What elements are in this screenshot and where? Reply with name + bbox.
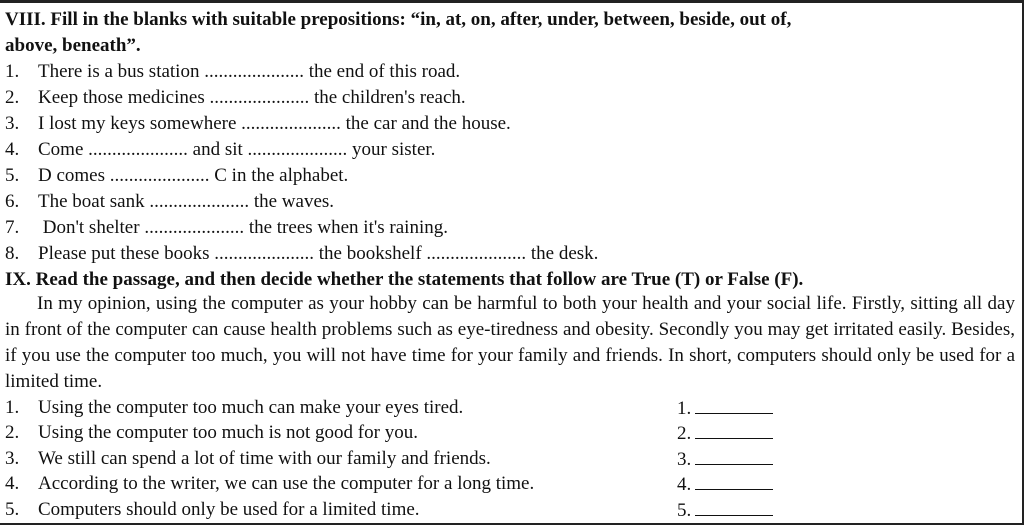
statement-row — [5, 446, 491, 472]
answer-number: 1. — [677, 398, 692, 419]
answer-blank[interactable] — [695, 395, 773, 414]
statement-number: 2. — [5, 422, 20, 443]
section8-item — [5, 137, 435, 163]
statement-number: 1. — [5, 397, 20, 418]
answer-number: 4. — [677, 474, 692, 495]
answer-blank[interactable] — [695, 471, 773, 490]
section8-item — [5, 85, 466, 111]
statement-number: 4. — [5, 473, 20, 494]
statement-text: According to the writer, we can use the computer for a long time. — [38, 473, 535, 494]
statement-row — [5, 395, 463, 421]
item-text: Come ..................... and sit ..................... your sister. — [38, 139, 436, 160]
answer-slot — [677, 497, 773, 524]
item-text: Don't shelter ..................... the trees when it's raining. — [38, 217, 448, 238]
answer-number: 5. — [677, 500, 692, 521]
item-text: Please put these books ..................... the bookshelf ..................... the desk. — [38, 243, 599, 264]
statement-number: 5. — [5, 499, 20, 520]
item-text: I lost my keys somewhere ..................... the car and the house. — [38, 113, 511, 134]
item-number: 6. — [5, 191, 20, 212]
statement-row — [5, 497, 420, 523]
item-number: 1. — [5, 61, 20, 82]
answer-blank[interactable] — [695, 420, 773, 439]
answer-number: 3. — [677, 449, 692, 470]
statement-text: Using the computer too much can make your eyes tired. — [38, 397, 464, 418]
reading-passage — [5, 291, 1015, 395]
statement-text: Computers should only be used for a limited time. — [38, 499, 420, 520]
item-number: 2. — [5, 87, 20, 108]
section8-item — [5, 163, 348, 189]
statement-row — [5, 471, 534, 497]
item-number: 7. — [5, 217, 20, 238]
answer-blank[interactable] — [695, 497, 773, 516]
item-text: The boat sank ..................... the waves. — [38, 191, 335, 212]
statement-row — [5, 420, 418, 446]
section8-item — [5, 215, 448, 241]
answer-slot — [677, 395, 773, 422]
section8-item — [5, 189, 334, 215]
answer-blank[interactable] — [695, 446, 773, 465]
answer-slot — [677, 471, 773, 498]
item-text: D comes ..................... C in the alphabet. — [38, 165, 349, 186]
item-number: 8. — [5, 243, 20, 264]
item-number: 3. — [5, 113, 20, 134]
statement-text: Using the computer too much is not good for you. — [38, 422, 418, 443]
section8-item — [5, 241, 598, 267]
item-text: Keep those medicines ..................... the children's reach. — [38, 87, 466, 108]
item-text: There is a bus station ..................... the end of this road. — [38, 61, 461, 82]
answer-slot — [677, 446, 773, 473]
item-number: 4. — [5, 139, 20, 160]
passage-text: In my opinion, using the computer as your hobby can be harmful to both your health and your social life. Firstly, sitting all day in front of the computer can cause health problems such as eye-tiredness and obesity. Secondly you may get irritated easily. Besides, if you use the computer too much, you will not have time for your family and friends. In short, computers should only be used for a limited time. — [5, 293, 1015, 392]
section8-item — [5, 59, 460, 85]
section8-heading-line2: above, beneath”. — [5, 35, 141, 56]
statement-number: 3. — [5, 448, 20, 469]
section8-item — [5, 111, 511, 137]
answer-slot — [677, 420, 773, 447]
section8-heading-line1: VIII. Fill in the blanks with suitable prepositions: “in, at, on, after, under, between, beside, out of, — [5, 9, 792, 30]
item-number: 5. — [5, 165, 20, 186]
statement-text: We still can spend a lot of time with our family and friends. — [38, 448, 491, 469]
section9-heading: IX. Read the passage, and then decide whether the statements that follow are True (T) or False (F). — [5, 269, 804, 290]
answer-number: 2. — [677, 423, 692, 444]
